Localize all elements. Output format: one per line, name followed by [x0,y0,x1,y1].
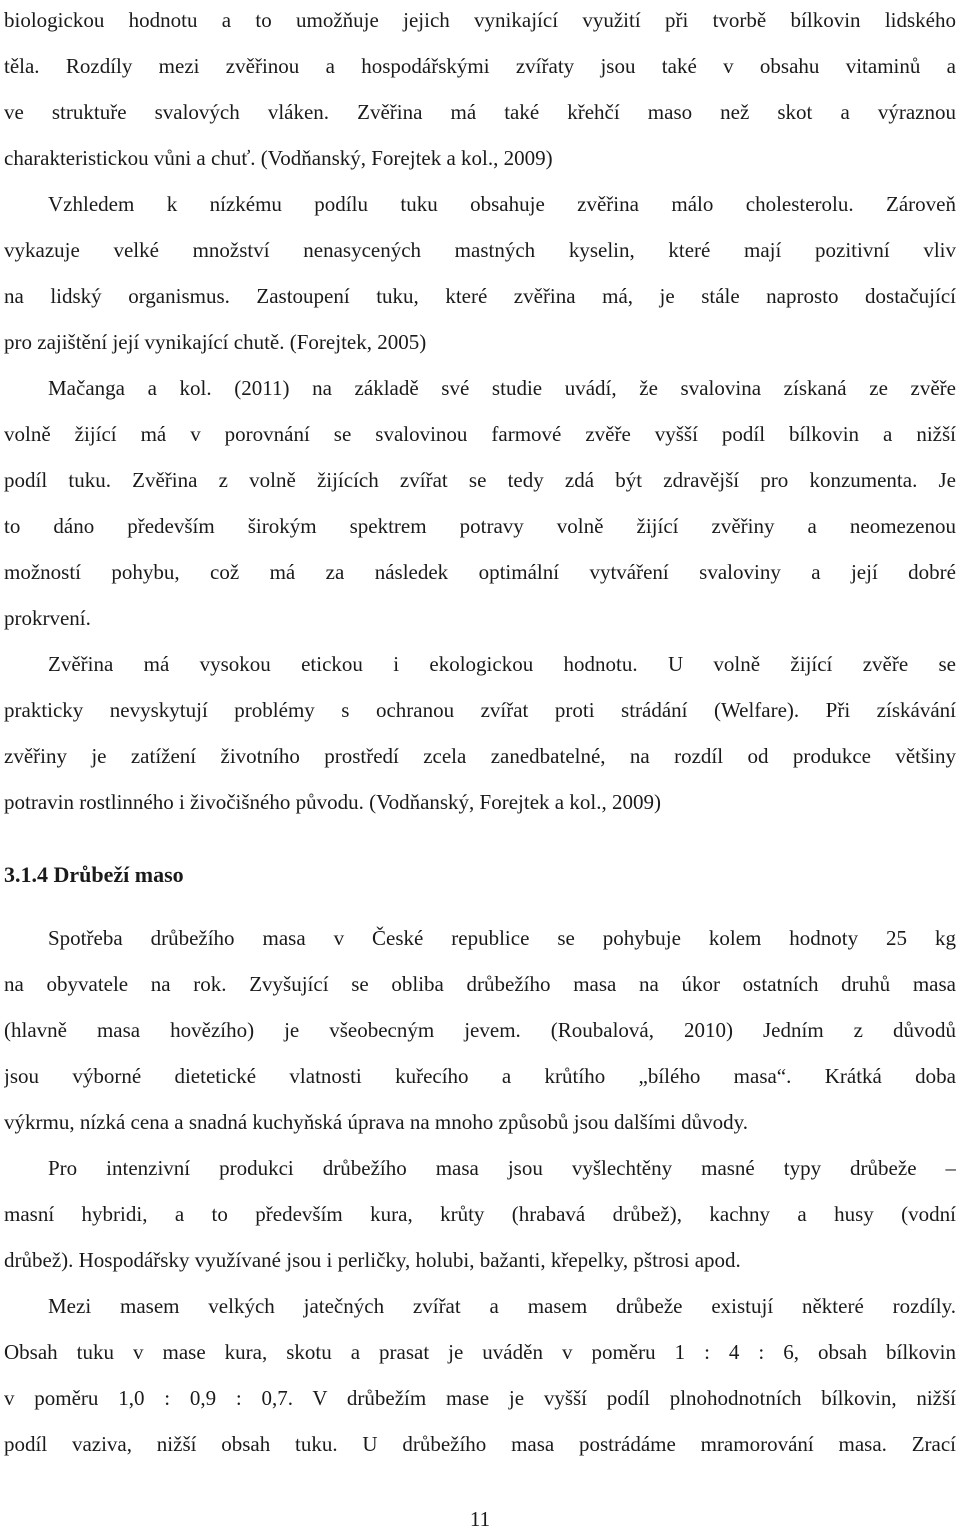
text-line: na lidský organismus. Zastoupení tuku, které zvěřina má, je stále naprosto dostačující [4,284,956,308]
text-line: drůbež). Hospodářsky využívané jsou i perličky, holubi, bažanti, křepelky, pštrosi apod. [4,1248,741,1272]
text-line: Zvěřina má vysokou etickou i ekologickou hodnotu. U volně žijící zvěře se [48,652,956,676]
text-line: podíl tuku. Zvěřina z volně žijících zvířat se tedy zdá být zdravější pro konzumenta. Je [4,468,956,492]
text-line: potravin rostlinného i živočišného původu. (Vodňanský, Forejtek a kol., 2009) [4,790,661,814]
text-line: Vzhledem k nízkému podílu tuku obsahuje zvěřina málo cholesterolu. Zároveň [48,192,956,216]
text-line: těla. Rozdíly mezi zvěřinou a hospodářskými zvířaty jsou také v obsahu vitaminů a [4,54,956,78]
text-line: pro zajištění její vynikající chutě. (Forejtek, 2005) [4,330,427,354]
text-line: jsou výborné dietetické vlatnosti kuřecího a krůtího „bílého masa“. Krátká doba [4,1064,956,1088]
text-line: Pro intenzivní produkci drůbežího masa jsou vyšlechtěny masné typy drůbeže – [48,1156,956,1180]
text-line: možností pohybu, což má za následek optimální vytváření svaloviny a její dobré [4,560,956,584]
text-line: prokrvení. [4,606,91,630]
text-line: zvěřiny je zatížení životního prostředí zcela zanedbatelné, na rozdíl od produkce většiny [4,744,956,768]
text-line: podíl vaziva, nižší obsah tuku. U drůbežího masa postrádáme mramorování masa. Zrací [4,1432,956,1456]
text-line: ve struktuře svalových vláken. Zvěřina má také křehčí maso než skot a výraznou [4,100,956,124]
text-line: masní hybridi, a to především kura, krůty (hrabavá drůbež), kachny a husy (vodní [4,1202,956,1226]
text-line: výkrmu, nízká cena a snadná kuchyňská úprava na mnoho způsobů jsou dalšími důvody. [4,1110,748,1134]
text-line: biologickou hodnotu a to umožňuje jejich vynikající využití při tvorbě bílkovin lidského [4,8,956,32]
text-line: na obyvatele na rok. Zvyšující se obliba drůbežího masa na úkor ostatních druhů masa [4,972,956,996]
text-line: Mačanga a kol. (2011) na základě své studie uvádí, že svalovina získaná ze zvěře [48,376,956,400]
text-line: charakteristickou vůni a chuť. (Vodňanský, Forejtek a kol., 2009) [4,146,553,170]
text-line: Obsah tuku v mase kura, skotu a prasat je uváděn v poměru 1 : 4 : 6, obsah bílkovin [4,1340,956,1364]
page-number: 11 [469,1507,491,1531]
text-line: vykazuje velké množství nenasycených mastných kyselin, které mají pozitivní vliv [4,238,956,262]
text-line: (hlavně masa hovězího) je všeobecným jevem. (Roubalová, 2010) Jedním z důvodů [4,1018,956,1042]
text-line: v poměru 1,0 : 0,9 : 0,7. V drůbežím mase je vyšší podíl plnohodnotních bílkovin, nižší [4,1386,956,1410]
text-line: Spotřeba drůbežího masa v České republice se pohybuje kolem hodnoty 25 kg [48,926,956,950]
section-heading: 3.1.4 Drůbeží maso [4,862,184,887]
text-line: Mezi masem velkých jatečných zvířat a masem drůbeže existují některé rozdíly. [48,1294,956,1318]
text-line: volně žijící má v porovnání se svalovinou farmové zvěře vyšší podíl bílkovin a nižší [4,422,956,446]
text-line: to dáno především širokým spektrem potravy volně žijící zvěřiny a neomezenou [4,514,956,538]
text-line: prakticky nevyskytují problémy s ochranou zvířat proti strádání (Welfare). Při získávání [4,698,956,722]
